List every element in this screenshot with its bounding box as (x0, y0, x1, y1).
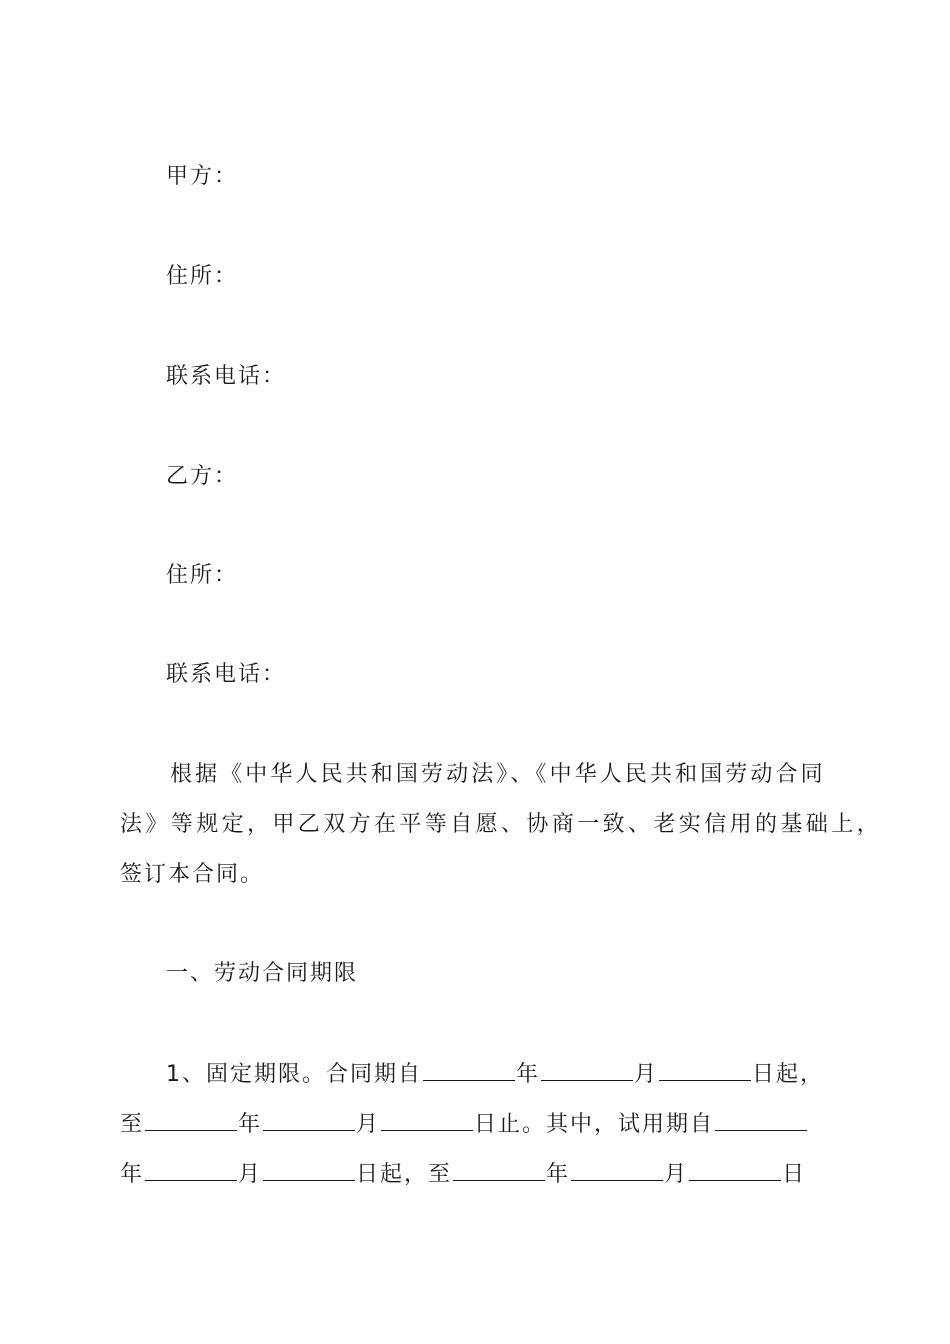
fill-blank-end-day[interactable] (381, 1108, 473, 1131)
year-char: 年 (238, 1112, 263, 1137)
section-1-heading: 一、劳动合同期限 (166, 961, 359, 986)
party-b-phone-label: 联系电话： (166, 662, 287, 687)
year-char: 年 (516, 1062, 541, 1087)
day-end-text: 日止。其中，试用期自 (474, 1112, 715, 1137)
fill-blank-probation-start-year[interactable] (715, 1108, 807, 1131)
year-char: 年 (546, 1162, 571, 1187)
month-char: 月 (356, 1112, 381, 1137)
party-a-label: 甲方： (166, 164, 239, 189)
party-a-address-label: 住所： (166, 264, 239, 289)
fill-blank-end-year[interactable] (145, 1108, 237, 1131)
month-char: 月 (664, 1162, 689, 1187)
day-char: 日 (782, 1162, 807, 1187)
fill-blank-probation-end-year[interactable] (453, 1158, 545, 1181)
fill-blank-end-month[interactable] (263, 1108, 355, 1131)
year-char: 年 (120, 1162, 145, 1187)
preamble-line-2: 法》等规定，甲乙双方在平等自愿、协商一致、老实信用的基础上， (120, 812, 883, 837)
day-start2-text: 日起，至 (356, 1162, 453, 1187)
day-start-text: 日起， (752, 1062, 825, 1087)
month-char: 月 (238, 1162, 263, 1187)
party-a-phone-label: 联系电话： (166, 364, 287, 389)
party-b-address-label: 住所： (166, 563, 239, 588)
clause-1-line-3 (120, 1158, 806, 1190)
clause-1-line-1 (166, 1058, 824, 1090)
clause-1-text-start: 1、固定期限。合同期自 (166, 1062, 422, 1087)
preamble-line-1: 根据《中华人民共和国劳动法》、《中华人民共和国劳动合同 (170, 762, 826, 787)
fill-blank-probation-start-month[interactable] (145, 1158, 237, 1181)
clause-1-line-2 (120, 1108, 808, 1140)
month-char: 月 (634, 1062, 659, 1087)
preamble-line-3: 签订本合同。 (120, 862, 265, 887)
fill-blank-start-month[interactable] (541, 1058, 633, 1081)
to-char: 至 (120, 1112, 145, 1137)
party-b-label: 乙方： (166, 464, 239, 489)
fill-blank-start-year[interactable] (423, 1058, 515, 1081)
fill-blank-probation-end-month[interactable] (571, 1158, 663, 1181)
fill-blank-start-day[interactable] (659, 1058, 751, 1081)
fill-blank-probation-start-day[interactable] (263, 1158, 355, 1181)
fill-blank-probation-end-day[interactable] (689, 1158, 781, 1181)
